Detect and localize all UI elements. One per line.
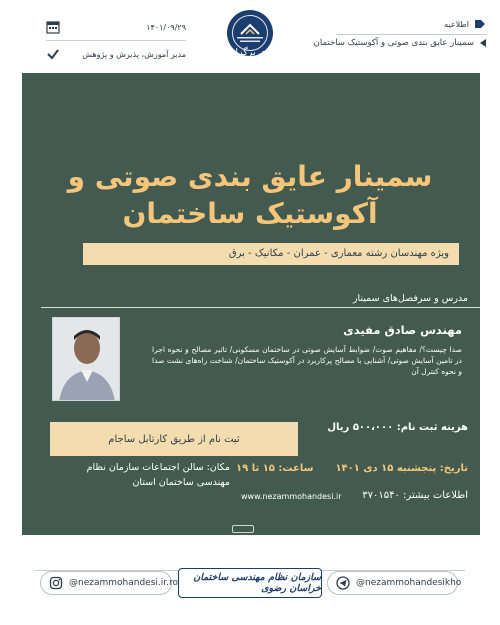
telegram-text: @nezammohandesikho	[356, 578, 462, 588]
event-venue: مکان: سالن اجتماعات سازمان نظام مهندسی ساختمان استان	[86, 462, 230, 488]
org-name-badge	[178, 568, 322, 598]
header-date: ۱۴۰۱/۰۹/۲۹	[146, 22, 186, 32]
checkmark-icon	[46, 47, 60, 61]
telegram-handle[interactable]	[327, 571, 462, 595]
teacher-name: مهندس صادق مفیدی	[343, 323, 462, 337]
header-divider	[336, 34, 486, 35]
seminar-topics: صدا چیست؟/ مفاهیم صوت/ ضوابط آسایش صوتی در ساختمان مسکونی/ تاثیر مصالح و نحوه اجرا در تامین آسایش صوتی/ آشنایی با مصالح پرکاربرد در آکوستیک ساختمان/ شناخت راه‌های نشت صدا و نحوه کنترل آن	[152, 345, 462, 376]
telegram-icon	[336, 576, 350, 590]
logo-lettering	[235, 36, 265, 44]
seminar-title-line2: آکوستیک ساختمان	[122, 197, 378, 230]
logo-emblem-icon	[239, 22, 261, 36]
small-badge	[232, 525, 254, 533]
board-intro: آموزش سازمان نظام مهندسی ساختمان خراسان رضوی برگزار میکند:	[203, 47, 480, 58]
notice-icon	[474, 18, 486, 30]
instagram-handle[interactable]	[40, 571, 178, 595]
seminar-title-line1: سمینار عایق بندی صوتی و	[67, 160, 433, 193]
registration-text: ثبت نام از طریق کارتابل ساجام	[108, 433, 240, 445]
person-photo	[52, 317, 120, 401]
teacher-section-label: مدرس و سرفصل‌های سمینار	[352, 293, 468, 304]
website-link[interactable]: www.nezammohandesi.ir	[241, 492, 342, 501]
instagram-text: @nezammohandesi.ir.ro	[69, 578, 178, 588]
event-time: ساعت: ۱۵ تا ۱۹	[236, 463, 314, 474]
calendar-icon	[46, 20, 60, 34]
registration-method	[50, 422, 298, 456]
instagram-icon	[49, 576, 63, 590]
notice-label: اطلاعیه	[444, 19, 469, 29]
teacher-divider	[41, 307, 481, 308]
registration-fee: هزینه ثبت نام: ۵۰۰،۰۰۰ ریال	[327, 422, 468, 433]
more-info: اطلاعات بیشتر: ۳۷۰۱۵۴۰	[362, 490, 468, 501]
org-name: سازمان نظام مهندسی ساختمان خراسان رضوی	[193, 572, 321, 594]
event-date: تاریخ: پنجشنبه ۱۵ دی ۱۴۰۱	[335, 463, 468, 474]
header-seminar-title: سمینار عایق بندی صوتی و آکوستیک ساختمان	[313, 38, 474, 48]
header-left-divider	[46, 40, 186, 41]
arrow-icon	[480, 39, 486, 47]
target-audience: ویژه مهندسان رشته معماری - عمران - مکانیک - برق	[83, 243, 459, 265]
header-manager: مدیر آموزش، پذیرش و پژوهش	[82, 49, 186, 59]
